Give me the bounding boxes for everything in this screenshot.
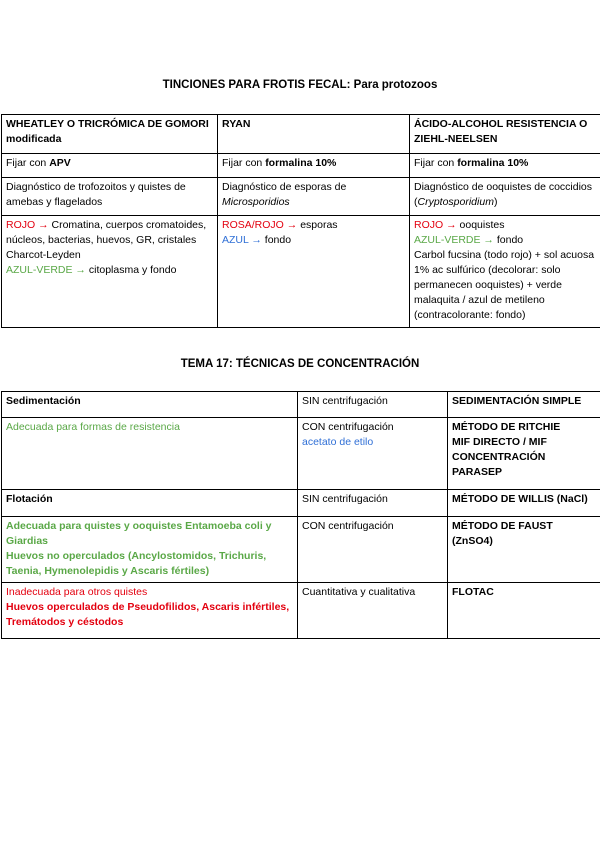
method-simple-sedimentation: SEDIMENTACIÓN SIMPLE [448,392,600,418]
method-faust: MÉTODO DE FAUST (ZnSO4) [448,517,600,583]
header-ryan: RYAN [218,115,410,154]
ziehl-procedure: Carbol fucsina (todo rojo) + sol acuosa 1% ac sulfúrico (decolorar: solo permanecen ooquistes) + verde malaquita / azul de metileno (contracolorante: fondo) [414,249,595,321]
diagnosis-ryan: Diagnóstico de esporas de Microsporidios [218,178,410,216]
sedimentation-adequate: Adecuada para formas de resistencia [2,418,298,490]
fix-ryan: Fijar con formalina 10% [218,154,410,178]
flotation-adequate: Adecuada para quistes y ooquistes Entamoeba coli y Giardias Huevos no operculados (Ancylostomidos, Trichuris, Taenia, Hymenolepidis y Ascaris fértiles) [2,517,298,583]
stain-result-wheatley: ROJO → Cromatina, cuerpos cromatoides, núcleos, bacterias, huevos, GR, cristales Charcot-Leyden AZUL-VERDE → citoplasma y fondo [2,216,218,328]
concentration-title: TEMA 17: TÉCNICAS DE CONCENTRACIÓN [180,358,420,370]
concentration-table [1,391,600,639]
sedimentation-no-centrifuge: SIN centrifugación [298,392,448,418]
flotation-label: Flotación [2,490,298,517]
stains-table [1,114,600,328]
method-flotac: FLOTAC [448,583,600,639]
stain-result-ryan: ROSA/ROJO → esporas AZUL → fondo [218,216,410,328]
flotation-with-centrifuge: CON centrifugación [298,517,448,583]
fix-wheatley: Fijar con APV [2,154,218,178]
stain-result-ziehl: ROJO → ooquistes AZUL-VERDE → fondo Carbol fucsina (todo rojo) + sol acuosa 1% ac sulfúrico (decolorar: solo permanecen ooquistes) + verde malaquita / azul de metileno (contracolorante: fondo) [410,216,600,328]
flotation-no-centrifuge: SIN centrifugación [298,490,448,517]
flotation-inadequate: Inadecuada para otros quistes Huevos operculados de Pseudofilidos, Ascaris infértiles, Tremátodos y céstodos [2,583,298,639]
sedimentation-label: Sedimentación [2,392,298,418]
stains-title: TINCIONES PARA FROTIS FECAL: Para protozoos [162,79,438,91]
sedimentation-methods: MÉTODO DE RITCHIE MIF DIRECTO / MIF CONCENTRACIÓN PARASEP [448,418,600,490]
method-willis: MÉTODO DE WILLIS (NaCl) [448,490,600,517]
header-ziehl: ÁCIDO-ALCOHOL RESISTENCIA O ZIEHL-NEELSEN [410,115,600,154]
reagent-ethyl-acetate: acetato de etilo [302,436,374,448]
diagnosis-wheatley: Diagnóstico de trofozoitos y quistes de amebas y flagelados [2,178,218,216]
fix-ziehl: Fijar con formalina 10% [410,154,600,178]
flotation-quantitative: Cuantitativa y cualitativa [298,583,448,639]
diagnosis-ziehl: Diagnóstico de ooquistes de coccidios (Cryptosporidium) [410,178,600,216]
sedimentation-with-centrifuge: CON centrifugación acetato de etilo [298,418,448,490]
header-wheatley: WHEATLEY O TRICRÓMICA DE GOMORI modificada [2,115,218,154]
